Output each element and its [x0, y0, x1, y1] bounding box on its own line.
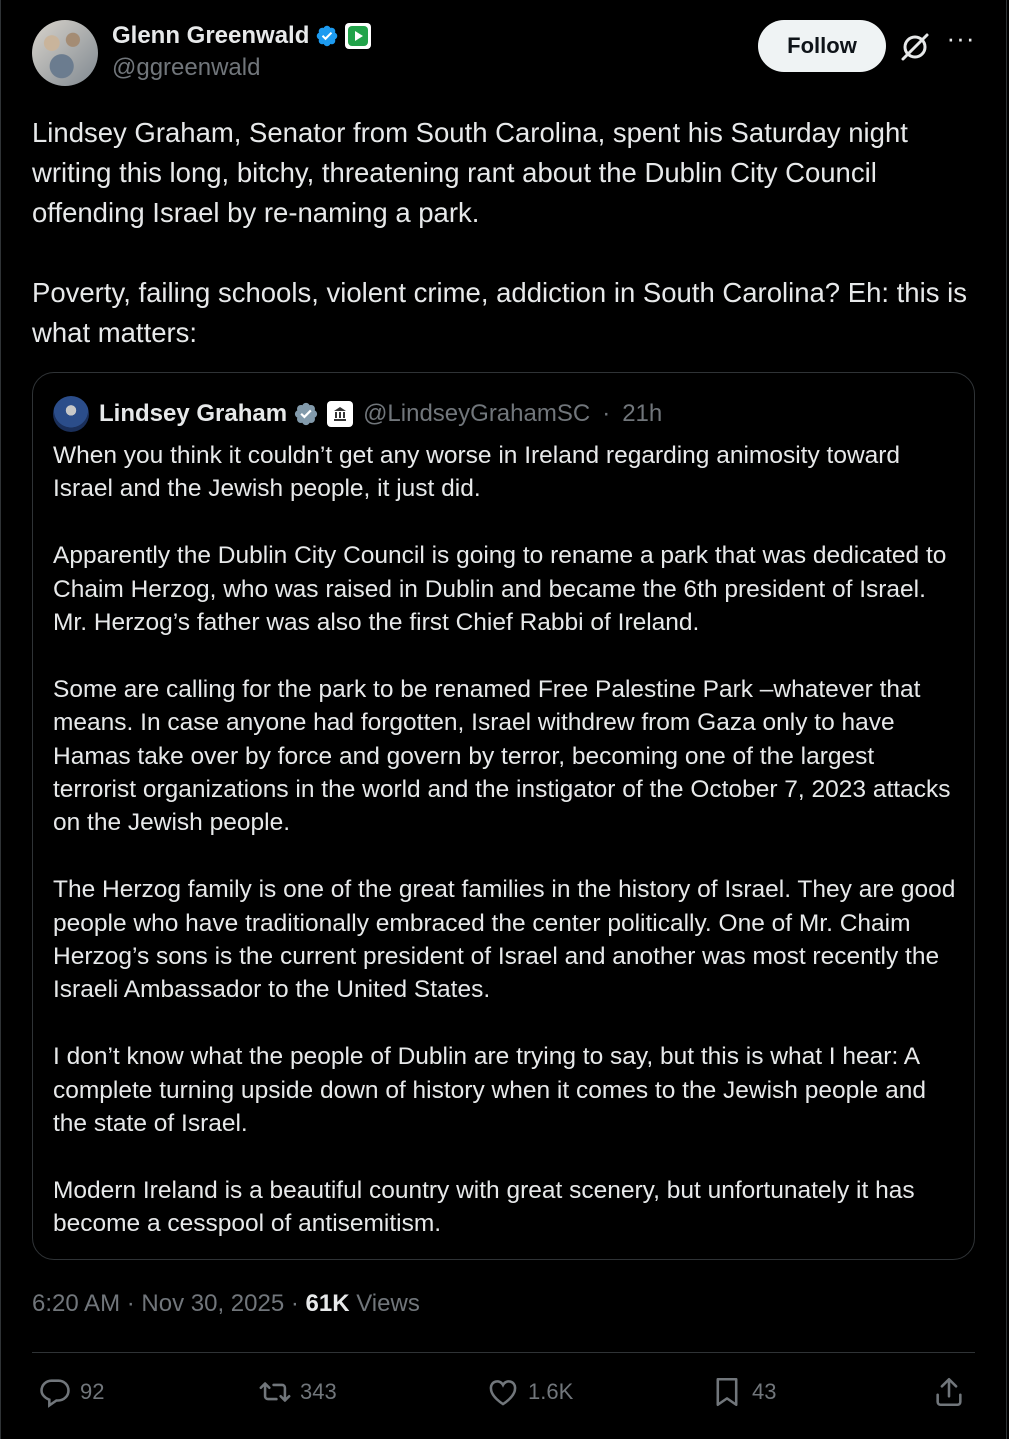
meta-separator: ·	[126, 1290, 135, 1317]
follow-button[interactable]: Follow	[758, 20, 886, 72]
bookmark-button[interactable]	[710, 1366, 776, 1418]
quoted-paragraph: The Herzog family is one of the great families in the history of Israel. They are good people who have traditionally embraced the center politically. One of Mr. Chaim Herzog’s sons is the current president of Israel and another was most recently the Israeli Ambassador to the United States.	[53, 876, 956, 1004]
government-badge-icon	[327, 401, 353, 427]
paragraph-gap	[32, 233, 977, 273]
reply-icon	[38, 1375, 72, 1409]
quoted-post[interactable]	[32, 372, 975, 1260]
reply-button[interactable]	[38, 1366, 104, 1418]
verified-badge-icon	[315, 24, 339, 48]
like-button[interactable]	[486, 1366, 573, 1418]
quoted-paragraph: Apparently the Dublin City Council is going to rename a park that was dedicated to Chaim Herzog, who was raised in Dublin and became the 6th president of Israel. Mr. Herzog’s father was also the first Chief Rabbi of Ireland.	[53, 542, 947, 637]
reply-count: 92	[80, 1379, 105, 1404]
share-button[interactable]	[932, 1366, 966, 1418]
quoted-paragraph: When you think it couldn’t get any worse in Ireland regarding animosity toward Israel and the Jewish people, it just did.	[53, 442, 901, 503]
author-handle[interactable]: @ggreenwald	[112, 54, 261, 81]
meta-separator: ·	[290, 1290, 299, 1317]
quoted-verified-icon	[293, 401, 319, 427]
quoted-separator: ·	[602, 400, 611, 427]
post-text	[32, 113, 977, 353]
divider	[32, 1352, 975, 1353]
bookmark-count: 43	[752, 1379, 777, 1404]
post-header	[32, 18, 977, 88]
quoted-post-header	[53, 395, 662, 433]
repost-icon	[258, 1375, 292, 1409]
post-paragraph: Poverty, failing schools, violent crime, addiction in South Carolina? Eh: this is what matters:	[32, 277, 967, 348]
subscriber-badge-icon	[345, 23, 371, 49]
post-time[interactable]: 6:20 AM	[32, 1290, 121, 1317]
quoted-age: 21h	[622, 400, 663, 427]
quoted-paragraph: Some are calling for the park to be renamed Free Palestine Park –whatever that means. In case anyone had forgotten, Israel withdrew from Gaza only to have Hamas take over by force and govern by terror, becoming one of the largest terrorist organizations in the world and the instigator of the October 7, 2023 attacks on the Jewish people.	[53, 675, 951, 837]
post-meta	[32, 1290, 420, 1318]
quoted-author-avatar	[53, 396, 89, 432]
like-icon	[486, 1375, 520, 1409]
views-count: 61K	[305, 1290, 350, 1317]
grok-icon[interactable]	[898, 30, 932, 64]
bookmark-icon	[710, 1375, 744, 1409]
repost-count: 343	[300, 1379, 337, 1404]
share-icon	[932, 1375, 966, 1409]
more-icon[interactable]: ···	[946, 23, 976, 53]
author-name[interactable]: Glenn Greenwald	[112, 22, 310, 49]
quoted-author-name: Lindsey Graham	[99, 400, 288, 427]
action-bar	[32, 1366, 975, 1418]
author-name-line	[112, 20, 371, 52]
quoted-paragraph: Modern Ireland is a beautiful country with great scenery, but unfortunately it has become a cesspool of antisemitism.	[53, 1176, 915, 1238]
like-count: 1.6K	[528, 1379, 574, 1404]
quoted-text	[53, 439, 958, 1241]
quoted-author-handle: @LindseyGrahamSC	[363, 400, 591, 427]
post-date[interactable]: Nov 30, 2025	[141, 1290, 285, 1317]
views-label: Views	[356, 1290, 420, 1317]
post-paragraph: Lindsey Graham, Senator from South Carolina, spent his Saturday night writing this long, bitchy, threatening rant about the Dublin City Council offending Israel by re-naming a park.	[32, 117, 908, 228]
author-avatar[interactable]	[32, 20, 98, 86]
repost-button[interactable]	[258, 1366, 337, 1418]
quoted-paragraph: I don’t know what the people of Dublin are trying to say, but this is what I hear: A complete turning upside down of history when it comes to the Jewish people and the state of Israel.	[53, 1043, 926, 1138]
